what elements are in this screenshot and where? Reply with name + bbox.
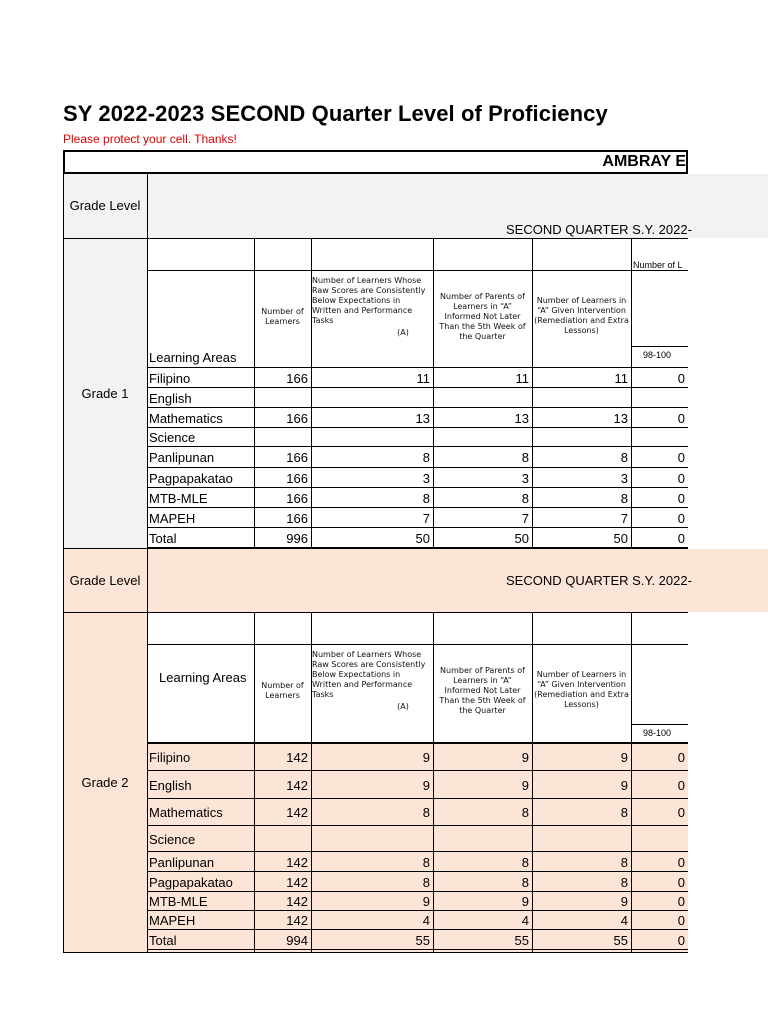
grade2-row-n: 142 — [286, 894, 308, 909]
grade1-row-a: 8 — [422, 491, 430, 506]
grade1-row-a: 3 — [422, 471, 430, 486]
grade2-grade-label: Grade 2 — [81, 775, 129, 790]
grade2-row-area: Total — [149, 933, 177, 948]
school-banner — [63, 150, 688, 174]
grade1-row-r: 0 — [677, 531, 685, 546]
grid-line — [147, 270, 688, 271]
grade1-row-n: 166 — [286, 471, 308, 486]
grade2-below-expect-mark: (A) — [397, 702, 409, 711]
grid-line — [147, 770, 688, 771]
grade1-below-expect-header: Number of Learners Whose Raw Scores are Consistently Below Expectations in Written and Performance Tasks — [312, 276, 426, 325]
grade2-below-expect-header: Number of Learners Whose Raw Scores are Consistently Below Expectations in Written and Performance Tasks — [312, 650, 426, 699]
grade2-row-a: 8 — [422, 805, 430, 820]
grid-line — [631, 724, 688, 725]
grade1-row-i: 8 — [620, 450, 628, 465]
grade2-row-p: 8 — [521, 855, 529, 870]
grade1-row-area: Science — [149, 430, 196, 445]
table-left-border — [63, 174, 64, 952]
grid-line — [147, 527, 688, 528]
grade2-row-i: 8 — [620, 805, 628, 820]
grade1-row-i: 7 — [620, 511, 628, 526]
grade1-row-r: 0 — [677, 471, 685, 486]
grade1-row-r: 0 — [677, 491, 685, 506]
grade1-row-n: 166 — [286, 491, 308, 506]
grade2-row-i: 9 — [620, 894, 628, 909]
grade2-row-p: 9 — [521, 894, 529, 909]
grade1-parents-header: Number of Parents of Learners in “A” Informed Not Later Than the 5th Week of the Quarter — [439, 292, 526, 341]
grid-line — [147, 407, 688, 408]
grade2-row-a: 9 — [422, 778, 430, 793]
grid-line — [631, 346, 688, 347]
grade1-row-i: 13 — [613, 411, 628, 426]
grade1-learning-areas-label: Learning Areas — [149, 350, 237, 365]
grade1-row-i: 50 — [613, 531, 628, 546]
grade1-row-r: 0 — [677, 411, 685, 426]
grade2-row-p: 8 — [521, 805, 529, 820]
grade2-row-n: 142 — [286, 875, 308, 890]
grade2-header-divider — [63, 612, 688, 613]
grade2-row-r: 0 — [677, 894, 685, 909]
school-name: AMBRAY E — [602, 153, 686, 170]
grade1-row-n: 166 — [286, 371, 308, 386]
grade1-quarter-label: SECOND QUARTER S.Y. 2022- — [506, 222, 692, 237]
grade2-row-area: Science — [149, 832, 196, 847]
grade2-row-r: 0 — [677, 913, 685, 928]
grid-line — [147, 467, 688, 468]
grade2-row-n: 142 — [286, 913, 308, 928]
grade1-row-i: 11 — [614, 371, 628, 386]
grade1-row-area: Panlipunan — [149, 450, 215, 465]
grade2-row-n: 142 — [286, 778, 308, 793]
grade1-row-area: English — [149, 391, 192, 406]
grade2-row-r: 0 — [677, 933, 685, 948]
grade2-bottom-line — [63, 952, 688, 953]
grade2-row-n: 142 — [286, 750, 308, 765]
grade1-row-area: MAPEH — [149, 511, 196, 526]
grade1-row-a: 8 — [422, 450, 430, 465]
grid-line — [147, 825, 688, 826]
grade2-row-i: 55 — [613, 933, 628, 948]
grade1-header-divider — [63, 238, 688, 239]
grade1-row-p: 8 — [521, 450, 529, 465]
grid-line — [63, 548, 688, 549]
grade1-range-header: 98-100 — [643, 350, 672, 360]
grade2-row-a: 9 — [422, 750, 430, 765]
grid-line — [147, 910, 688, 911]
grid-line — [147, 446, 688, 447]
grade2-row-p: 9 — [521, 750, 529, 765]
grade1-row-r: 0 — [677, 511, 685, 526]
grade1-row-i: 8 — [620, 491, 628, 506]
grade1-row-n: 166 — [286, 411, 308, 426]
grid-line — [147, 174, 148, 548]
grade2-row-i: 9 — [620, 750, 628, 765]
grade2-row-area: English — [149, 778, 192, 793]
grid-line — [147, 427, 688, 428]
grid-line — [147, 507, 688, 508]
grade1-row-a: 13 — [415, 411, 430, 426]
grade2-intervention-header: Number of Learners in “A” Given Intervention (Remediation and Extra Lessons) — [534, 670, 629, 709]
grade2-row-n: 142 — [286, 855, 308, 870]
grade1-row-area: Total — [149, 531, 177, 546]
grade2-row-area: MAPEH — [149, 913, 196, 928]
grade1-grade-label: Grade 1 — [81, 386, 129, 401]
grade2-row-r: 0 — [677, 875, 685, 890]
grade2-row-a: 9 — [422, 894, 430, 909]
grade2-rows-top-line — [147, 742, 688, 744]
grade1-rows-top-line — [147, 367, 688, 368]
grade2-row-area: Pagpapakatao — [149, 875, 233, 890]
grade1-row-area: Pagpapakatao — [149, 471, 233, 486]
grade2-row-area: Panlipunan — [149, 855, 215, 870]
grid-line — [147, 949, 688, 950]
grade1-grade-level-fill — [63, 174, 147, 548]
grade1-row-area: Filipino — [149, 371, 191, 386]
grade1-row-p: 3 — [521, 471, 529, 486]
grid-line — [147, 798, 688, 799]
grid-line — [147, 871, 688, 872]
grade2-row-n: 142 — [286, 805, 308, 820]
grade1-row-p: 11 — [515, 371, 529, 386]
grade1-row-r: 0 — [677, 450, 685, 465]
grade2-row-i: 4 — [620, 913, 628, 928]
grade1-row-area: MTB-MLE — [149, 491, 208, 506]
grade1-row-p: 50 — [514, 531, 529, 546]
grade2-row-r: 0 — [677, 750, 685, 765]
grade2-row-p: 8 — [521, 875, 529, 890]
grade1-row-p: 7 — [521, 511, 529, 526]
grade1-number-of-header: Number of L — [633, 260, 683, 270]
grade2-row-a: 8 — [422, 855, 430, 870]
grade2-row-r: 0 — [677, 805, 685, 820]
grade1-row-a: 50 — [415, 531, 430, 546]
grade1-num-learners-header: Number of Learners — [261, 307, 304, 326]
grid-line — [147, 644, 688, 645]
grid-line — [147, 891, 688, 892]
grade2-row-a: 4 — [422, 913, 430, 928]
grade2-row-i: 9 — [620, 778, 628, 793]
grade1-row-n: 166 — [286, 511, 308, 526]
grade1-intervention-header: Number of Learners in “A” Given Intervention (Remediation and Extra Lessons) — [534, 296, 629, 335]
grade2-row-r: 0 — [677, 855, 685, 870]
grid-line — [147, 851, 688, 852]
grade2-row-p: 55 — [514, 933, 529, 948]
grid-line — [147, 929, 688, 930]
grade1-row-a: 7 — [422, 511, 430, 526]
protect-note: Please protect your cell. Thanks! — [63, 132, 237, 146]
grade2-row-r: 0 — [677, 778, 685, 793]
grade2-parents-header: Number of Parents of Learners in “A” Informed Not Later Than the 5th Week of the Quarter — [439, 666, 526, 715]
grade2-row-a: 55 — [415, 933, 430, 948]
grade2-learning-areas-label: Learning Areas — [159, 670, 247, 685]
grade2-row-n: 994 — [286, 933, 308, 948]
grade2-row-i: 8 — [620, 875, 628, 890]
grade2-row-p: 9 — [521, 778, 529, 793]
grade2-grade-level-label: Grade Level — [69, 573, 141, 588]
grade1-row-area: Mathematics — [149, 411, 223, 426]
grade1-row-i: 3 — [620, 471, 628, 486]
grade2-row-area: MTB-MLE — [149, 894, 208, 909]
grade2-row-area: Mathematics — [149, 805, 223, 820]
grade1-grade-level-label: Grade Level — [69, 198, 141, 213]
grade1-below-expect-mark: (A) — [397, 328, 409, 337]
grade2-num-learners-header: Number of Learners — [261, 681, 304, 700]
grade1-row-n: 166 — [286, 450, 308, 465]
grade2-quarter-label: SECOND QUARTER S.Y. 2022- — [506, 573, 692, 588]
page-title: SY 2022-2023 SECOND Quarter Level of Proficiency — [63, 101, 608, 126]
grade1-row-a: 11 — [416, 371, 430, 386]
grid-line — [147, 387, 688, 388]
grade2-grade-level-fill — [63, 549, 147, 952]
grade2-row-i: 8 — [620, 855, 628, 870]
grade2-row-a: 8 — [422, 875, 430, 890]
grade2-range-header: 98-100 — [643, 728, 672, 738]
grid-line — [147, 487, 688, 488]
grade1-row-p: 13 — [514, 411, 529, 426]
grade1-row-p: 8 — [521, 491, 529, 506]
grade1-row-r: 0 — [677, 371, 685, 386]
grade1-row-n: 996 — [286, 531, 308, 546]
grade2-row-p: 4 — [521, 913, 529, 928]
grade2-row-area: Filipino — [149, 750, 191, 765]
